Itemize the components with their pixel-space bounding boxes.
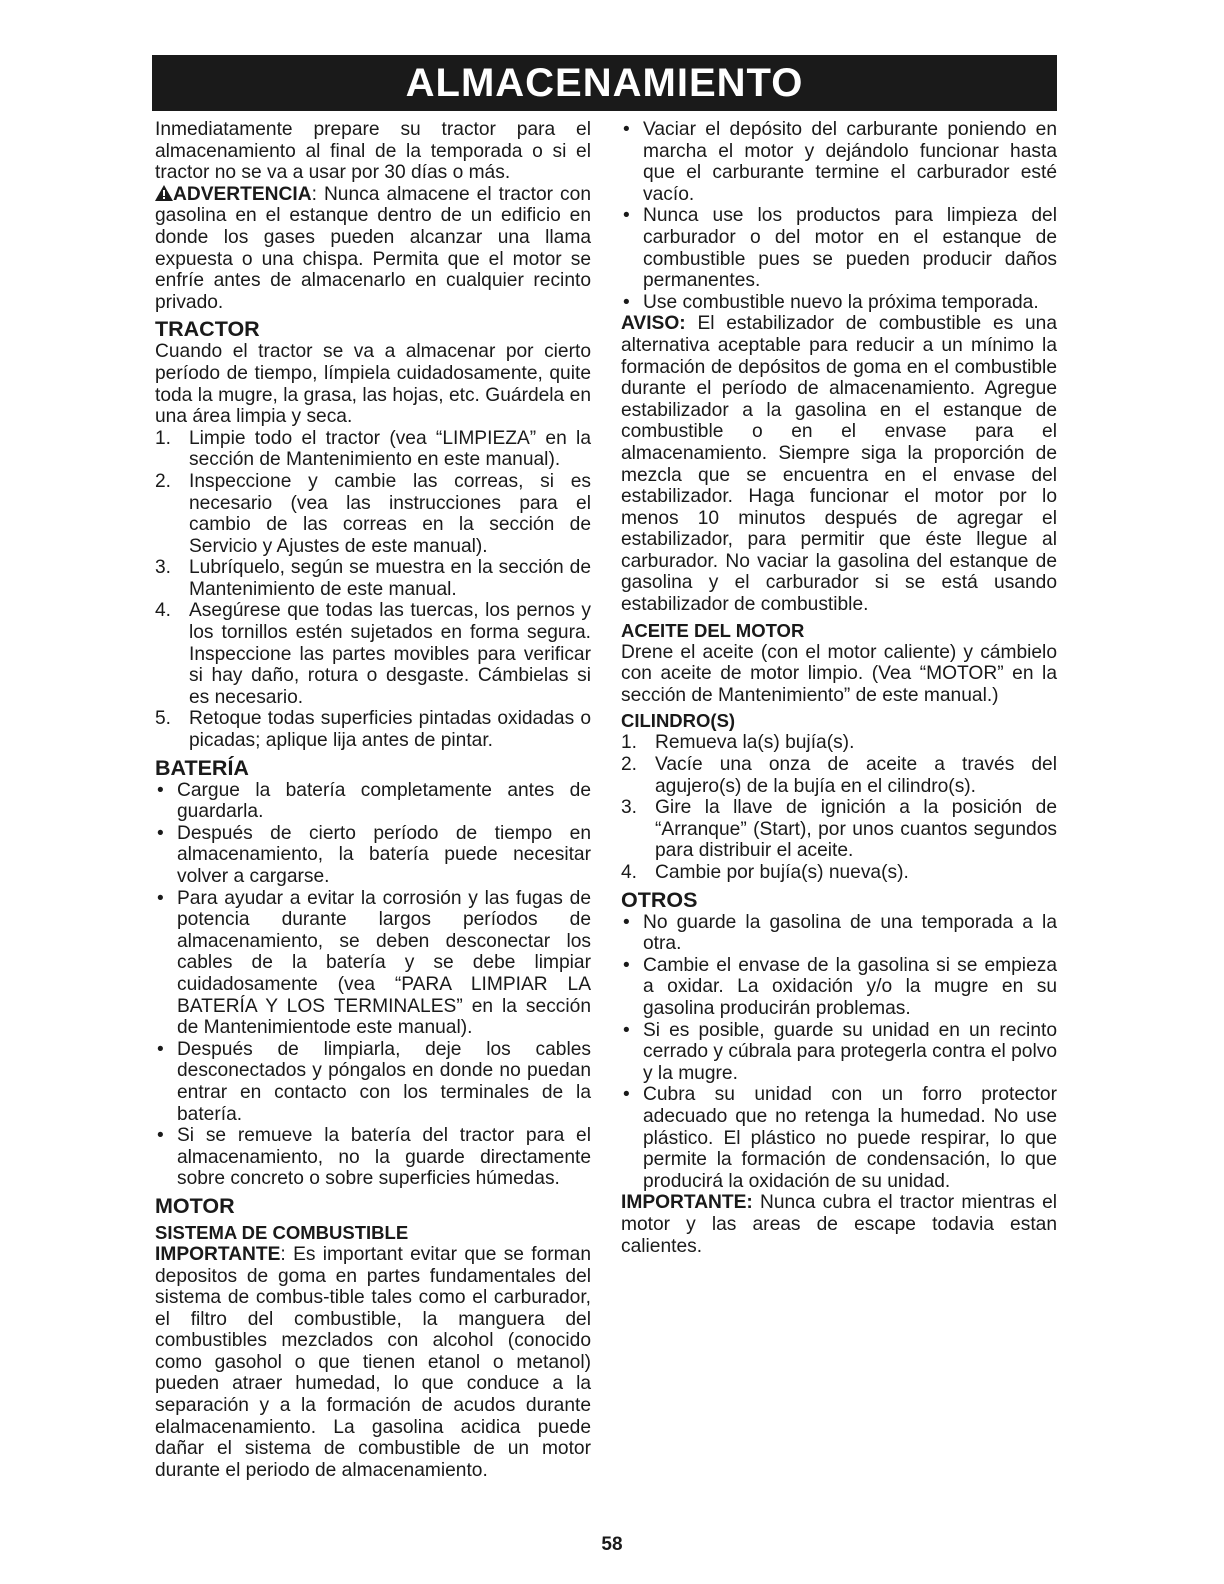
bullet-text: No guarde la gasolina de una temporada a la otra. [643, 911, 1057, 955]
step-number: 1. [155, 427, 172, 449]
list-item [155, 708, 591, 751]
bullet-text: Después de limpiarla, deje los cables desconectados y póngalos en donde no puedan entrar en contacto con los terminales de la batería. [177, 1038, 591, 1125]
bullet-icon: • [623, 1084, 630, 1106]
bullet-text: Si es posible, guarde su unidad en un recinto cerrado y cúbrala para protegerla contra el polvo y la mugre. [643, 1019, 1057, 1084]
bateria-bullets [155, 780, 591, 1190]
page-number: 58 [601, 1534, 623, 1555]
important-text: : Es important evitar que se forman depositos de goma en partes fundamentales del sistema de combus-tible tales como el carburador, el filtro del combustible, la manguera del combustibles mezclados con alcohol (conocido como gasohol o que tienen etanol o metanol) pueden atraer humedad, lo que conduce a la separación y a la formación de acudos durante elalmacenamiento. La gasolina acidica puede dañar el sistema de combustible de un motor durante el periodo de almacenamiento. [155, 1243, 591, 1481]
bullet-text: Cubra su unidad con un forro protector adecuado que no retenga la humedad. No use plástico. El plástico no puede respirar, lo que permite la formación de condensación, lo que producirá la oxidación de su unidad. [643, 1084, 1057, 1192]
step-number: 2. [621, 754, 638, 776]
cilindros-steps [621, 732, 1057, 883]
bullet-text: Cambie el envase de la gasolina si se empieza a oxidar. La oxidación y/o la mugre en su gasolina producirán problemas. [643, 954, 1057, 1019]
list-item [621, 732, 1057, 754]
aviso-text: El estabilizador de combustible es una alternativa aceptable para reducir a un mínimo la formación de depósitos de goma en el combustible durante el período de almacenamiento. Agregue estabilizador a la gasolina en el estanque de combustible o en el envase para el almacenamiento. Siempre siga la proporción de mezcla que se encuentra en el envase del estabilizador. Haga funcionar el motor por lo menos 10 minutos después de agregar el estabilizador, para permitir que éste llegue al carburador. No vaciar la gasolina del estanque de gasolina y el carburador si se está usando estabilizador de combustible. [621, 313, 1057, 616]
step-text: Remueva la(s) bujía(s). [655, 732, 855, 754]
list-item [155, 888, 591, 1039]
motor-heading: MOTOR [155, 1193, 235, 1218]
aceite-heading: ACEITE DEL MOTOR [621, 619, 805, 641]
tractor-heading: TRACTOR [155, 317, 260, 342]
bullet-icon: • [623, 291, 630, 313]
left-column [155, 119, 591, 1481]
list-item [621, 1084, 1057, 1192]
list-item [621, 292, 1057, 314]
section-banner [152, 55, 1057, 111]
step-text: Inspeccione y cambie las correas, si es necesario (vea las instrucciones para el cambio de las correas en la sección de Servicio y Ajustes de este manual). [189, 470, 591, 557]
important-note [621, 1192, 1057, 1257]
bullet-icon: • [623, 1019, 630, 1041]
step-number: 5. [155, 708, 172, 730]
bullet-icon: • [157, 1125, 164, 1147]
otros-bullets [621, 912, 1057, 1193]
step-text: Gire la llave de ignición a la posición de “Arranque” (Start), por unos cuantos segundos para distribuir el aceite. [655, 797, 1057, 862]
fuel-system-heading: SISTEMA DE COMBUSTIBLE [155, 1221, 409, 1243]
aviso-paragraph [621, 313, 1057, 615]
warning-text: : Nunca almacene el tractor con gasolina en el estanque dentro de un edificio en donde los gases pueden alcanzar una llama expuesta o una chispa. Permita que el motor se enfríe antes de almacenarlo en cualquier recinto privado. [155, 183, 591, 313]
list-item [621, 205, 1057, 291]
intro-paragraph: Inmediatamente prepare su tractor para el almacenamiento al final de la temporada o si el tractor no se va a usar por 30 días o más. [155, 119, 591, 184]
bullet-icon: • [157, 779, 164, 801]
step-number: 2. [155, 470, 172, 492]
warning-label: ADVERTENCIA [173, 183, 312, 205]
bullet-icon: • [157, 822, 164, 844]
right-column [621, 119, 1057, 1257]
bullet-text: Nunca use los productos para limpieza del carburador o del motor en el estanque de combustible pues se pueden producir daños permanentes. [643, 205, 1057, 292]
important-label: IMPORTANTE [155, 1243, 281, 1265]
list-item [155, 471, 591, 557]
page-title: ALMACENAMIENTO [405, 60, 804, 105]
list-item [621, 862, 1057, 884]
bullet-text: Vaciar el depósito del carburante poniendo en marcha el motor y dejándolo funcionar hasta que el carburante termine el carburador esté vacío. [643, 119, 1057, 205]
step-text: Lubríquelo, según se muestra en la sección de Mantenimiento de este manual. [189, 557, 591, 600]
warning-paragraph [155, 184, 591, 314]
bateria-heading: BATERÍA [155, 755, 249, 780]
list-item [155, 600, 591, 708]
list-item [155, 1039, 591, 1125]
bullet-text: Use combustible nuevo la próxima temporada. [643, 291, 1039, 313]
list-item [621, 955, 1057, 1020]
step-number: 3. [621, 797, 638, 819]
step-text: Asegúrese que todas las tuercas, los pernos y los tornillos estén sujetados en forma segura. Inspeccione las partes movibles para verificar si hay daño, rotura o desgaste. Cámbielas si es necesario. [189, 600, 591, 708]
bullet-icon: • [157, 1038, 164, 1060]
fuel-bullets [621, 119, 1057, 313]
bullet-text: Para ayudar a evitar la corrosión y las fugas de potencia durante largos períodos de almacenamiento, se deben desconectar los cables de la batería y se debe limpiar cuidadosamente (vea “PARA LIMPIAR LA BATERÍA Y LOS TERMINALES” en la sección de Mantenimientode este manual). [177, 887, 591, 1039]
important-note-label: IMPORTANTE: [621, 1192, 753, 1214]
step-number: 4. [155, 600, 172, 622]
bullet-icon: • [623, 911, 630, 933]
list-item [621, 1020, 1057, 1085]
tractor-steps [155, 428, 591, 752]
bullet-text: Cargue la batería completamente antes de guardarla. [177, 779, 591, 823]
cilindros-heading: CILINDRO(S) [621, 710, 736, 732]
list-item [155, 1125, 591, 1190]
warning-triangle-icon [155, 185, 173, 201]
important-note-text: Nunca cubra el tractor mientras el motor y las areas de escape todavia estan calientes. [621, 1192, 1057, 1257]
important-paragraph [155, 1244, 591, 1482]
list-item [155, 557, 591, 600]
aceite-paragraph: Drene el aceite (con el motor caliente) y cámbielo con aceite de motor limpio. (Vea “MOTOR” en la sección de Mantenimiento” de este manual.) [621, 641, 1057, 706]
list-item [621, 754, 1057, 797]
bullet-icon: • [623, 119, 630, 140]
list-item [621, 119, 1057, 205]
bullet-text: Si se remueve la batería del tractor para el almacenamiento, no la guarde directamente sobre concreto o sobre superficies húmedas. [177, 1125, 591, 1190]
step-number: 3. [155, 557, 172, 579]
step-number: 4. [621, 862, 638, 883]
list-item [155, 780, 591, 823]
list-item [621, 912, 1057, 955]
step-text: Limpie todo el tractor (vea “LIMPIEZA” en la sección de Mantenimiento en este manual). [189, 427, 591, 471]
bullet-icon: • [623, 205, 630, 227]
aviso-label: AVISO: [621, 313, 686, 335]
list-item [621, 797, 1057, 862]
step-text: Vacíe una onza de aceite a través del agujero(s) de la bujía en el cilindro(s). [655, 754, 1057, 797]
step-text: Retoque todas superficies pintadas oxidadas o picadas; aplique lija antes de pintar. [189, 708, 591, 752]
step-text: Cambie por bujía(s) nueva(s). [655, 862, 909, 883]
tractor-paragraph: Cuando el tractor se va a almacenar por cierto período de tiempo, límpiela cuidadosamente, quite toda la mugre, la grasa, las hojas, etc. Guárdela en una área limpia y seca. [155, 341, 591, 428]
bullet-icon: • [157, 887, 164, 909]
bullet-icon: • [623, 954, 630, 976]
bullet-text: Después de cierto período de tiempo en almacenamiento, la batería puede necesitar volver a cargarse. [177, 822, 591, 887]
list-item [155, 428, 591, 471]
list-item [155, 823, 591, 888]
otros-heading: OTROS [621, 887, 698, 912]
step-number: 1. [621, 732, 638, 754]
